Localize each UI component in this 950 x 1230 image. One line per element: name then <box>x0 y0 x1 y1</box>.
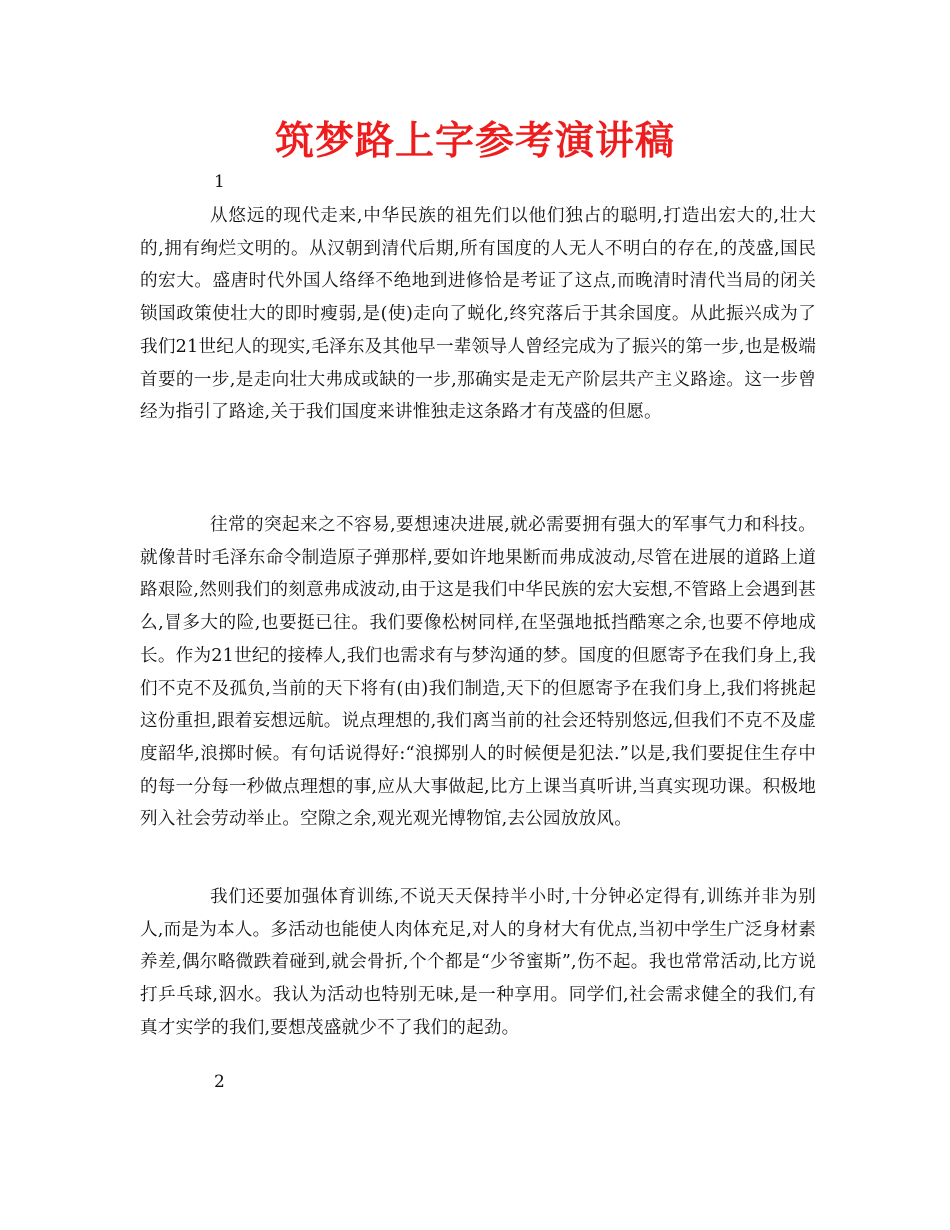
section-marker-2: 2 <box>214 1072 225 1092</box>
paragraph-2: 往常的突起来之不容易,要想速决进展,就必需要拥有强大的军事气力和科技。就像昔时毛泽东命令制造原子弹那样,要如许地果断而弗成波动,尽管在进展的道路上道路艰险,然则我们的刻意弗成波动,由于这是我们中华民族的宏大妄想,不管路上会遇到甚么,冒多大的险,也要挺已往。我们要像松树同样,在坚强地抵挡酷寒之余,也要不停地成长。作为21世纪的接棒人,我们也需求有与梦沟通的梦。国度的但愿寄予在我们身上,我们不克不及孤负,当前的天下将有(由)我们制造,天下的但愿寄予在我们身上,我们将挑起这份重担,跟着妄想远航。说点理想的,我们离当前的社会还特别悠远,但我们不克不及虚度韶华,浪掷时候。有句话说得好:“浪掷别人的时候便是犯法.”以是,我们要捉住生存中的每一分每一秒做点理想的事,应从大事做起,比方上课当真听讲,当真实现功课。积极地列入社会劳动举止。空隙之余,观光观光博物馆,去公园放放风。 <box>140 515 816 830</box>
paragraph-1: 从悠远的现代走来,中华民族的祖先们以他们独占的聪明,打造出宏大的,壮大的,拥有绚烂文明的。从汉朝到清代后期,所有国度的人无人不明白的存在,的茂盛,国民的宏大。盛唐时代外国人络绎不绝地到进修恰是考证了这点,而晚清时清代当局的闭关锁国政策使壮大的即时瘦弱,是(使)走向了蜕化,终究落后于其余国度。从此振兴成为了我们21世纪人的现实,毛泽东及其他早一辈领导人曾经完成为了振兴的第一步,也是极端首要的一步,是走向壮大弗成或缺的一步,那确实是走无产阶层共产主义路途。这一步曾经为指引了路途,关于我们国度来讲惟独走这条路才有茂盛的但愿。 <box>140 206 816 423</box>
paragraph-3: 我们还要加强体育训练,不说天天保持半小时,十分钟必定得有,训练并非为别人,而是为本人。多活动也能使人肉体充足,对人的身材大有优点,当初中学生广泛身材素养差,偶尔略微跌着碰到,就会骨折,个个都是“少爷蜜斯”,伤不起。我也常常活动,比方说打乒乓球,泅水。我认为活动也特别无味,是一种享用。同学们,社会需求健全的我们,有真才实学的我们,要想茂盛就少不了我们的起劲。 <box>140 887 816 1038</box>
section-marker-1: 1 <box>214 172 225 192</box>
document-title: 筑梦路上字参考演讲稿 <box>274 119 675 164</box>
